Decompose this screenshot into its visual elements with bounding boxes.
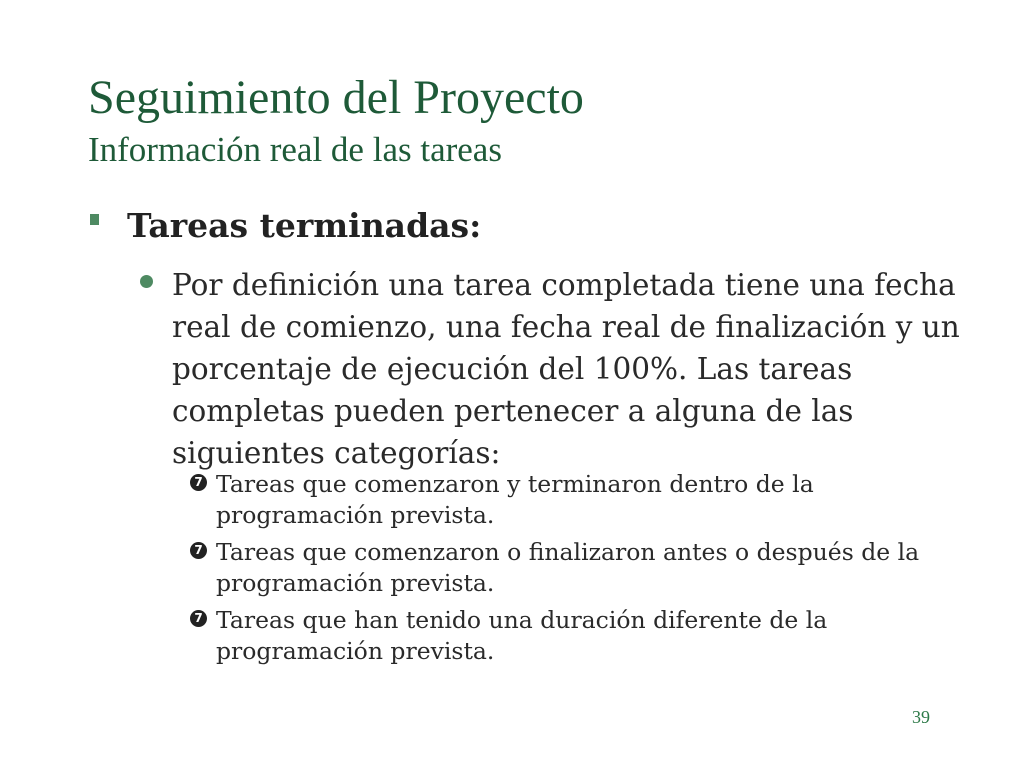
square-bullet-icon: [90, 214, 99, 225]
heading-text: Tareas terminadas:: [127, 206, 482, 245]
dot-bullet-icon: [140, 275, 153, 288]
subitem-text: Tareas que comenzaron y terminaron dentro de la programación prevista.: [216, 470, 814, 529]
circled-seven-icon: 7: [190, 542, 207, 559]
page-number: 39: [912, 707, 930, 727]
slide-title: Seguimiento del Proyecto: [88, 71, 584, 124]
paragraph-text: Por definición una tarea completada tiene una fecha real de comienzo, una fecha real de finalización y un porcentaje de ejecución del 100%. Las tareas completas pueden pertenecer a alguna de las siguientes categorías:: [172, 268, 960, 470]
circled-seven-icon: 7: [190, 474, 207, 491]
circled-seven-icon: 7: [190, 610, 207, 627]
slide-subtitle: Información real de las tareas: [88, 130, 502, 169]
subitem-text: Tareas que comenzaron o finalizaron antes o después de la programación prevista.: [216, 538, 920, 597]
subitem-text: Tareas que han tenido una duración diferente de la programación prevista.: [216, 606, 828, 665]
